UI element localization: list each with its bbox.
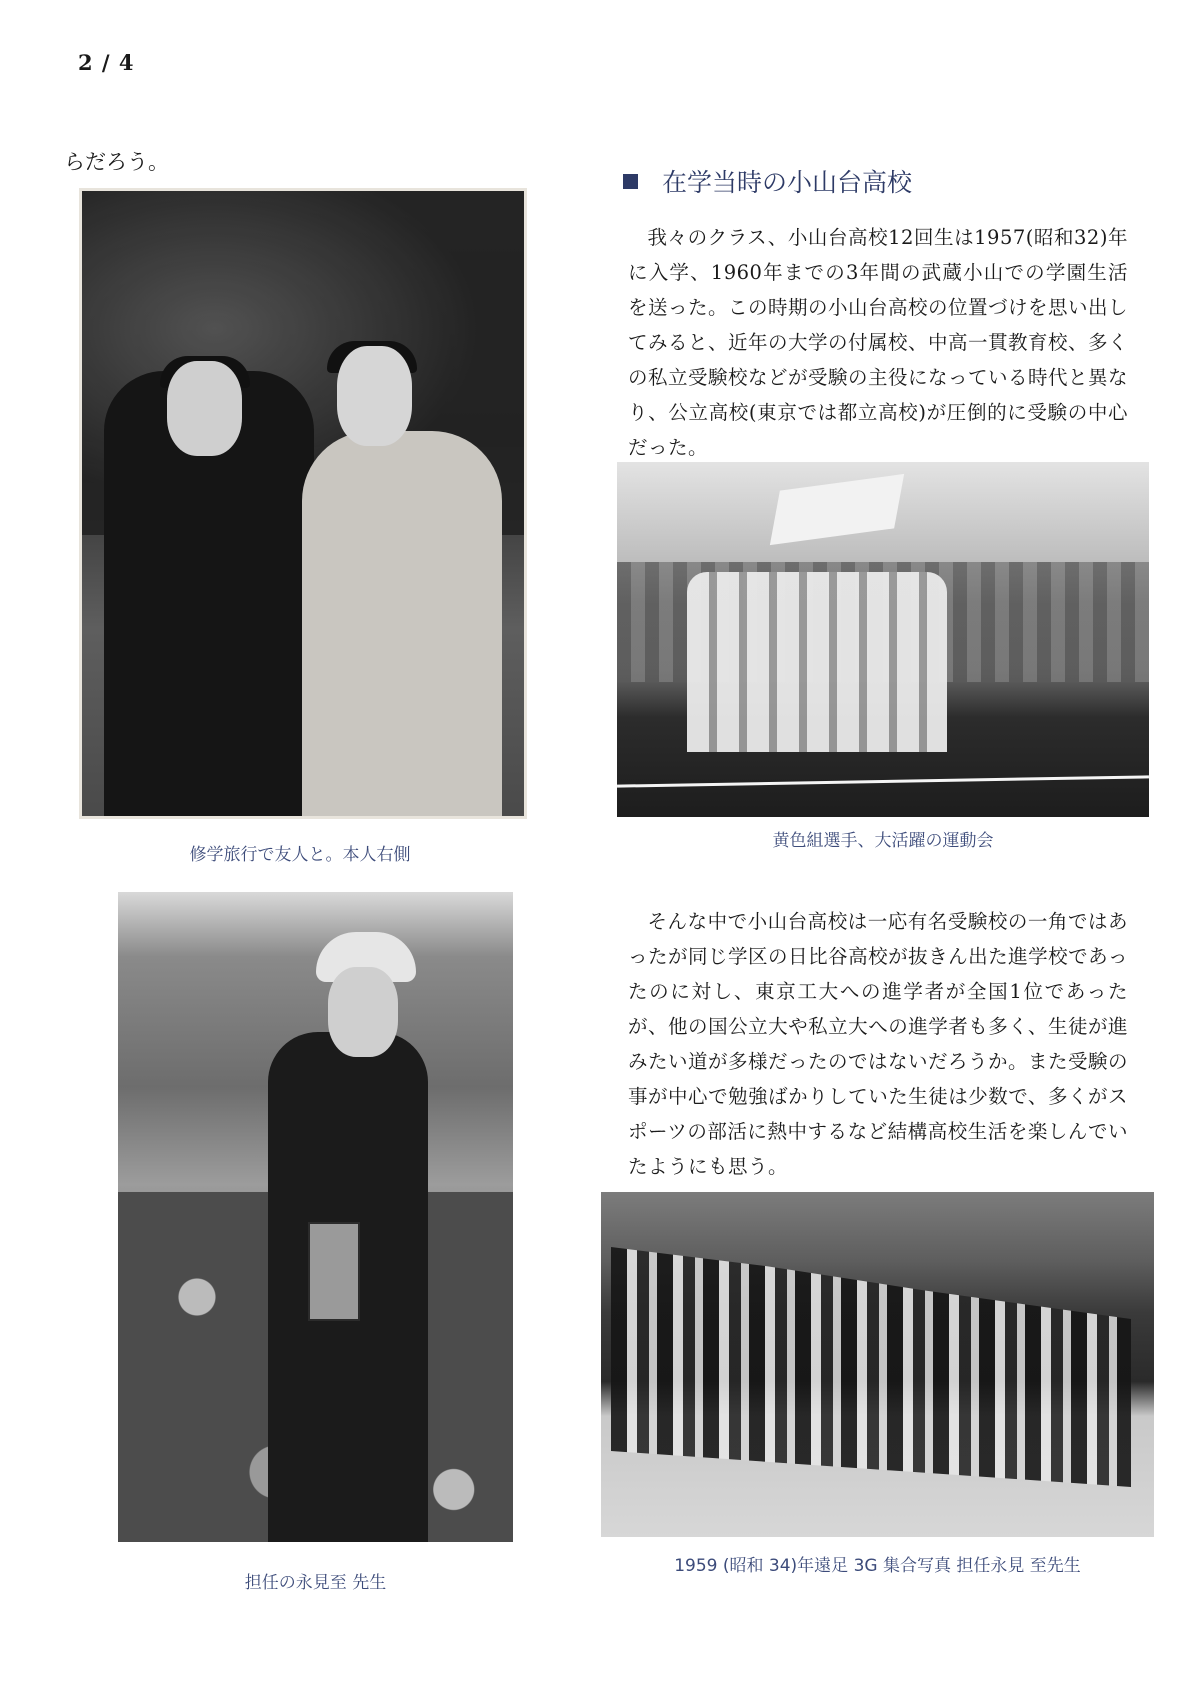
paragraph-2	[628, 904, 1128, 1184]
photo-group-excursion	[601, 1192, 1154, 1537]
page-number: 2 / 4	[78, 50, 135, 75]
photo-school-trip	[79, 188, 527, 819]
continuation-text: らだろう。	[64, 150, 169, 174]
caption-photo1: 修学旅行で友人と。本人右側	[189, 845, 411, 865]
section-title	[623, 163, 912, 199]
photo-sports-day	[617, 462, 1149, 817]
photo-teacher	[118, 892, 513, 1542]
caption-photo3: 担任の永見至 先生	[244, 1573, 387, 1593]
caption-photo2: 黄色組選手、大活躍の運動会	[772, 831, 994, 851]
paragraph-1-text: 我々のクラス、小山台高校12回生は1957(昭和32)年に入学、1960年までの3年間の武蔵小山での学園生活を送った。この時期の小山台高校の位置づけを思い出してみると、近年の大学の付属校、中高一貫教育校、多くの私立受験校などが受験の主役になっている時代と異なり、公立高校(東京では都立高校)が圧倒的に受験の中心だった。	[628, 226, 1129, 459]
square-bullet-icon	[623, 174, 638, 189]
caption-photo4: 1959 (昭和 34)年遠足 3G 集合写真 担任永見 至先生	[674, 1556, 1081, 1576]
paragraph-1	[628, 220, 1128, 465]
section-title-text: 在学当時の小山台高校	[662, 168, 913, 197]
paragraph-2-text: そんな中で小山台高校は一応有名受験校の一角ではあったが同じ学区の日比谷高校が抜きん出た進学校であったのに対し、東京工大への進学者が全国1位であったが、他の国公立大や私立大への進学者も多く、生徒が進みたい道が多様だったのではないだろうか。また受験の事が中心で勉強ばかりしていた生徒は少数で、多くがスポーツの部活に熱中するなど結構高校生活を楽しんでいたようにも思う。	[628, 910, 1129, 1178]
